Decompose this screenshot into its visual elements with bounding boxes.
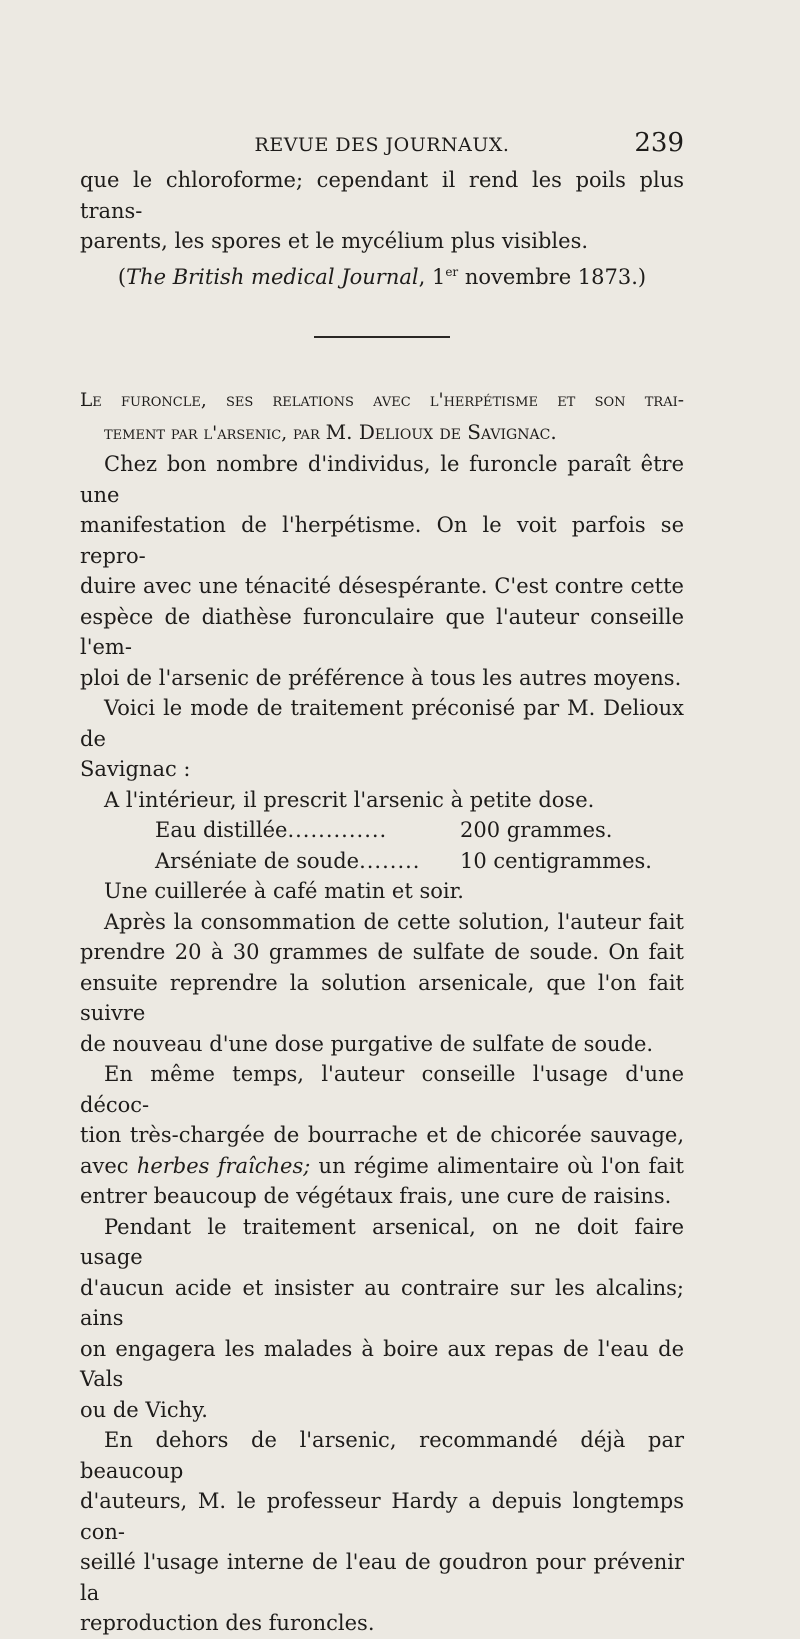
page-body: [80, 165, 684, 1639]
citation: [80, 257, 684, 293]
ingredient: [155, 846, 460, 877]
quantity: 10 centigrammes.: [460, 848, 652, 873]
paragraph: [80, 693, 684, 785]
text-line: d'auteurs, M. le professeur Hardy a depuis longtemps con-: [80, 1489, 684, 1544]
text-line: ploi de l'arsenic de préférence à tous les autres moyens.: [80, 665, 682, 690]
text-line: Chez bon nombre d'individus, le furoncle paraît être une: [80, 452, 684, 507]
title-line: Le furoncle, ses relations avec l'herpétisme et son trai-: [80, 390, 684, 411]
text-line: manifestation de l'herpétisme. On le voit parfois se repro-: [80, 513, 684, 568]
text-line: entrer beaucoup de végétaux frais, une cure de raisins.: [80, 1184, 672, 1208]
text-line: Voici le mode de traitement préconisé par M. Delioux de: [80, 696, 684, 751]
text-line: [80, 1151, 684, 1182]
prescription-row: [80, 846, 684, 877]
text-line: que le chloroforme; cependant il rend les poils plus trans-: [80, 168, 684, 223]
text-line: tion très-chargée de bourrache et de chicorée sauvage,: [80, 1123, 684, 1147]
text-line: En dehors de l'arsenic, recommandé déjà par beaucoup: [80, 1428, 684, 1483]
text-line: d'aucun acide et insister au contraire sur les alcalins; ains: [80, 1275, 684, 1330]
text-line: reproduction des furoncles.: [80, 1611, 375, 1635]
paragraph: [80, 907, 684, 1060]
page-header: [80, 128, 684, 162]
text-line: ou de Vichy.: [80, 1397, 208, 1422]
ingredient-name: Eau distillée: [155, 818, 288, 842]
paragraph: Une cuillerée à café matin et soir.: [104, 879, 464, 903]
citation-sup: er: [445, 264, 459, 279]
citation-open: (: [117, 264, 127, 289]
title-text: tement par l'arsenic, par: [104, 422, 326, 444]
text-line: espèce de diathèse furonculaire que l'auteur conseille l'em-: [80, 604, 684, 659]
text-line: En même temps, l'auteur conseille l'usage d'une décoc-: [80, 1062, 684, 1117]
text-line: on engagera les malades à boire aux repas de l'eau de Vals: [80, 1336, 684, 1391]
section-divider: [314, 336, 450, 338]
text-run: un régime alimentaire où l'on fait: [310, 1153, 684, 1178]
paragraph: [80, 1425, 684, 1639]
text-line: seillé l'usage interne de l'eau de goudron pour prévenir la: [80, 1550, 684, 1605]
citation-date: novembre 1873.): [458, 264, 647, 289]
text-line: Après la consommation de cette solution, l'auteur fait: [104, 909, 684, 934]
article-title: [80, 386, 684, 449]
prescription: [80, 815, 684, 876]
paragraph: [80, 449, 684, 693]
title-line: [80, 417, 684, 450]
emphasis: herbes fraîches;: [136, 1153, 311, 1178]
ingredient-name: Arséniate de soude: [155, 848, 360, 873]
text-run: avec: [80, 1153, 137, 1178]
page-number: 239: [634, 128, 684, 158]
paragraph: [80, 1059, 684, 1212]
paragraph: A l'intérieur, il prescrit l'arsenic à petite dose.: [104, 787, 595, 812]
text-line: Pendant le traitement arsenical, on ne doit faire usage: [80, 1214, 684, 1269]
continued-paragraph: [80, 165, 684, 292]
citation-journal: The British medical Journal: [126, 264, 419, 289]
title-author: M. Delioux de Savignac.: [325, 419, 557, 444]
text-line: parents, les spores et le mycélium plus visibles.: [80, 229, 589, 253]
text-line: Savignac :: [80, 757, 191, 781]
paragraph: [80, 1212, 684, 1426]
citation-day: 1: [431, 264, 446, 289]
text-line: de nouveau d'une dose purgative de sulfate de soude.: [80, 1031, 654, 1056]
dot-leader: .............: [287, 818, 388, 842]
text-line: ensuite reprendre la solution arsenicale, que l'on fait suivre: [80, 970, 684, 1025]
citation-sep: ,: [418, 264, 432, 289]
text-line: duire avec une ténacité désespérante. C'est contre cette: [80, 574, 684, 598]
text-line: prendre 20 à 30 grammes de sulfate de soude. On fait: [80, 940, 684, 964]
running-head: REVUE DES JOURNAUX.: [254, 134, 510, 156]
prescription-row: [80, 815, 684, 846]
dot-leader: ........: [359, 848, 421, 873]
ingredient: [155, 815, 460, 846]
quantity: 200 grammes.: [460, 818, 613, 842]
